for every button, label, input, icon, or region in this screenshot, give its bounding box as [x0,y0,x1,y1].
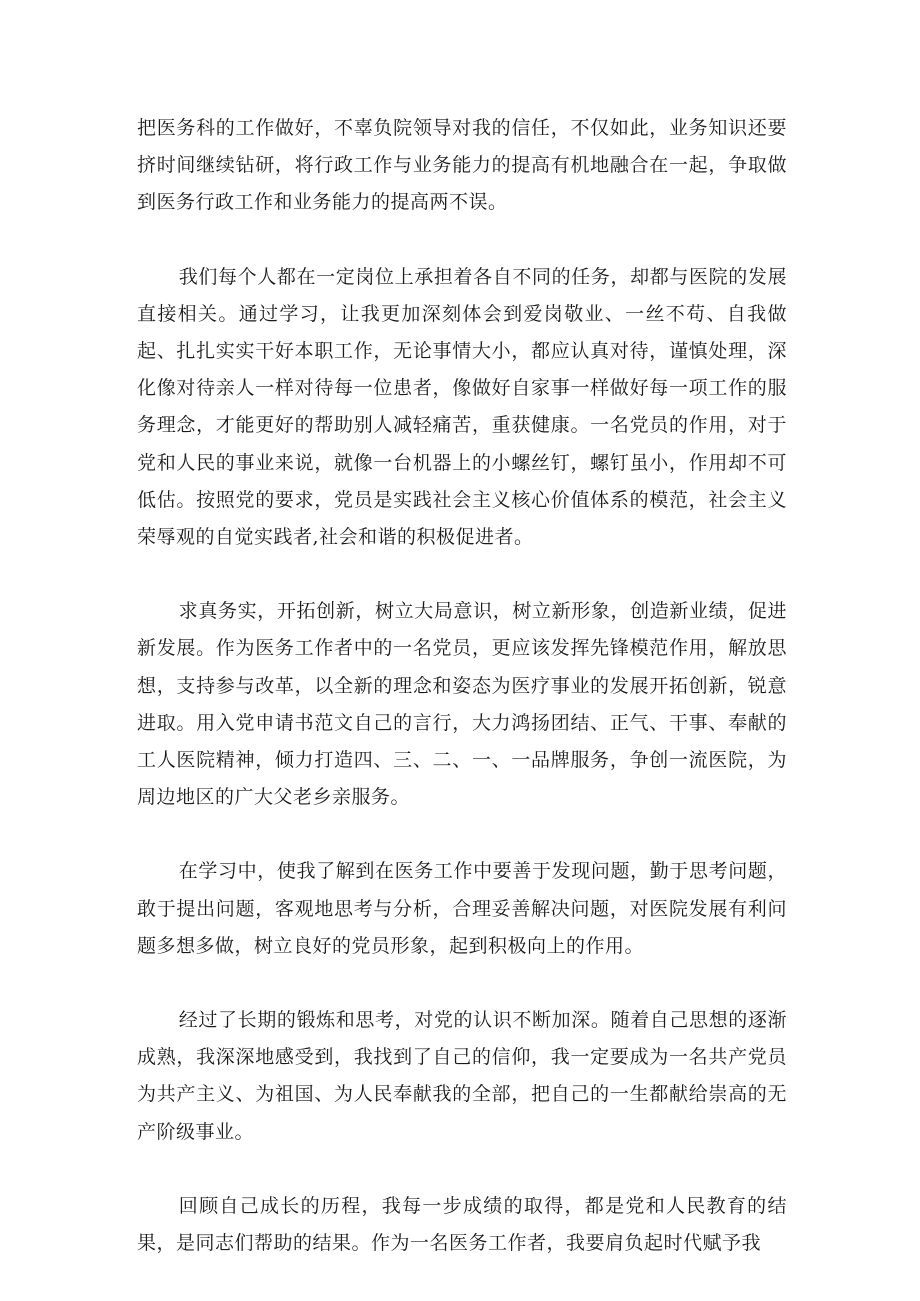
paragraph-5: 经过了长期的锻炼和思考，对党的认识不断加深。随着自己思想的逐渐成熟，我深深地感受到，我找到了自己的信仰，我一定要成为一名共产党员为共产主义、为祖国、为人民奉献我的全部，把自己的一生都献给崇高的无产阶级事业。 [137,1009,787,1143]
document-body [137,110,787,1262]
paragraph-2: 我们每个人都在一定岗位上承担着各自不同的任务，却都与医院的发展直接相关。通过学习，让我更加深刻体会到爱岗敬业、一丝不苟、自我做起、扎扎实实干好本职工作，无论事情大小，都应认真对待，谨慎处理，深化像对待亲人一样对待每一位患者，像做好自家事一样做好每一项工作的服务理念，才能更好的帮助别人减轻痛苦，重获健康。一名党员的作用，对于党和人民的事业来说，就像一台机器上的小螺丝钉，螺钉虽小，作用却不可低估。按照党的要求，党员是实践社会主义核心价值体系的模范，社会主义荣辱观的自觉实践者,社会和谐的积极促进者。 [137,265,787,549]
paragraph-1: 把医务科的工作做好，不辜负院领导对我的信任，不仅如此，业务知识还要挤时间继续钻研，将行政工作与业务能力的提高有机地融合在一起，争取做到医务行政工作和业务能力的提高两不误。 [137,117,787,214]
paragraph-3: 求真务实，开拓创新，树立大局意识，树立新形象，创造新业绩，促进新发展。作为医务工作者中的一名党员，更应该发挥先锋模范作用，解放思想，支持参与改革，以全新的理念和姿态为医疗事业的发展开拓创新，锐意进取。用入党申请书范文自己的言行，大力鸿扬团结、正气、干事、奉献的工人医院精神，倾力打造四、三、二、一、一品牌服务，争创一流医院，为周边地区的广大父老乡亲服务。 [137,600,787,809]
paragraph-6: 回顾自己成长的历程，我每一步成绩的取得，都是党和人民教育的结果，是同志们帮助的结果。作为一名医务工作者，我要肩负起时代赋予我 [137,1194,787,1255]
paragraph-4: 在学习中，使我了解到在医务工作中要善于发现问题，勤于思考问题，敢于提出问题，客观地思考与分析，合理妥善解决问题，对医院发展有利问题多想多做，树立良好的党员形象，起到积极向上的作用。 [137,860,787,957]
